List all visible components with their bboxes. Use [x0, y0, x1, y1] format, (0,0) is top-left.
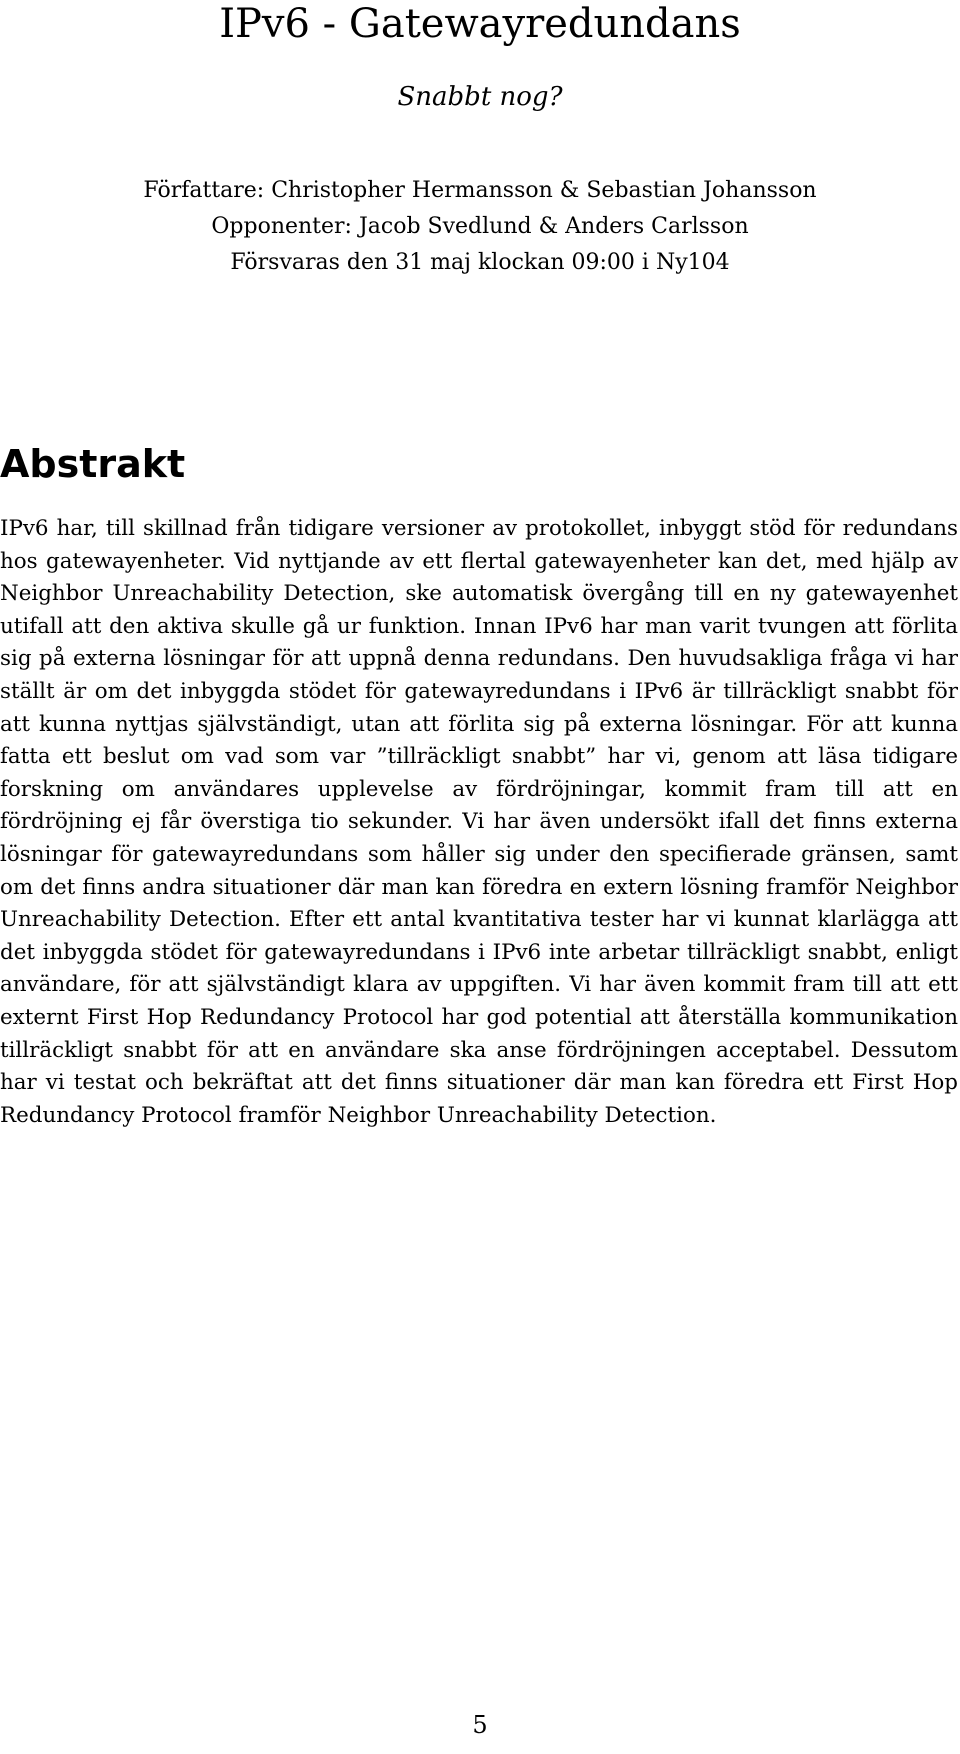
document-subtitle: Snabbt nog? [397, 82, 563, 112]
page-number: 5 [472, 1711, 488, 1739]
abstract-heading: Abstrakt [0, 442, 186, 486]
authors-line: Författare: Christopher Hermansson & Sebastian Johansson [143, 178, 817, 203]
abstract-body: IPv6 har, till skillnad från tidigare versioner av protokollet, inbyggt stöd för redundans hos gatewayenheter. Vid nyttjande av ett flertal gatewayenheter kan det, med hjälp av Neighbor Unreachability Detection, ske automatisk övergång till en ny gatewayenhet utifall att den aktiva skulle gå ur funktion. Innan IPv6 har man varit tvungen att förlita sig på externa lösningar för att uppnå denna redundans. Den huvudsakliga fråga vi har ställt är om det inbyggda stödet för gatewayredundans i IPv6 är tillräckligt snabbt för att kunna nyttjas självständigt, utan att förlita sig på externa lösningar. För att kunna fatta ett beslut om vad som var ”tillräckligt snabbt” har vi, genom att läsa tidigare forskning om användares upplevelse av fördröjningar, kommit fram till att en fördröjning ej får överstiga tio sekunder. Vi har även undersökt ifall det finns externa lösningar för gatewayredundans som håller sig under den specifierade gränsen, samt om det finns andra situationer där man kan föredra en extern lösning framför Neighbor Unreachability Detection. Efter ett antal kvantitativa tester har vi kunnat klarlägga att det inbyggda stödet för gatewayredundans i IPv6 inte arbetar tillräckligt snabbt, enligt användare, för att självständigt klara av uppgiften. Vi har även kommit fram till att ett externt First Hop Redundancy Protocol har god potential att återställa kommunikation tillräckligt snabbt för att en användare ska anse fördröjningen acceptabel. Dessutom har vi testat och bekräftat att det finns situationer där man kan föredra ett First Hop Redundancy Protocol framför Neighbor Unreachability Detection. [0, 516, 958, 1128]
document-meta [0, 173, 960, 281]
document-title: IPv6 - Gatewayredundans [219, 1, 741, 47]
defense-line: Försvaras den 31 maj klockan 09:00 i Ny104 [230, 250, 730, 275]
opponents-line: Opponenter: Jacob Svedlund & Anders Carlsson [211, 214, 749, 239]
